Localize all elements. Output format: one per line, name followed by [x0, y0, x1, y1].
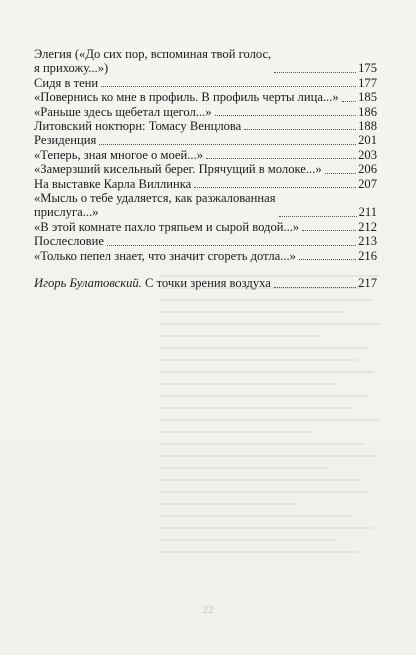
dot-leader	[325, 173, 356, 174]
toc-entry-title: «Мысль о тебе удаляется, как разжалованная прислуга...»	[34, 191, 276, 220]
toc-entry	[34, 47, 377, 76]
toc-entry-title: «Раньше здесь щебетал щегол...»	[34, 104, 212, 119]
dot-leader	[206, 158, 356, 159]
toc-entry	[34, 177, 377, 191]
toc-entry	[34, 119, 377, 133]
toc-entry	[34, 90, 377, 104]
toc-entry	[34, 191, 377, 220]
toc-entry-title: «Теперь, зная многое о моей...»	[34, 147, 203, 162]
dot-leader	[274, 72, 356, 73]
toc-entry-page: 201	[358, 133, 377, 148]
toc-entry-title: Послесловие	[34, 234, 104, 249]
toc-entry	[34, 162, 377, 176]
dot-leader	[279, 216, 357, 217]
toc-entry	[34, 105, 377, 119]
toc-entry	[34, 148, 377, 162]
toc-entry-page: 207	[358, 176, 377, 191]
toc-entry-page: 188	[358, 119, 377, 134]
dot-leader	[299, 259, 356, 260]
toc-entry-page: 186	[358, 104, 377, 119]
dot-leader	[274, 287, 356, 288]
toc-entry-page: 212	[358, 219, 377, 234]
toc-entry-title: Элегия («До сих пор, вспоминая твой голос, я прихожу...»)	[34, 47, 272, 76]
toc-entry	[34, 249, 377, 263]
toc-entry	[34, 234, 377, 248]
toc-entry-title: «Только пепел знает, что значит сгореть дотла...»	[34, 248, 296, 263]
toc-entry-page: 175	[358, 61, 377, 76]
toc-entry-title: Литовский ноктюрн: Томасу Венцлова	[34, 119, 242, 134]
toc-entry-title: На выставке Карла Виллинка	[34, 176, 192, 191]
toc-entry-title: «В этой комнате пахло тряпьем и сырой водой...»	[34, 219, 300, 234]
toc-entry-title: Резиденция	[34, 133, 97, 148]
dot-leader	[194, 187, 356, 188]
page-number: 22	[202, 604, 214, 616]
dot-leader	[342, 101, 356, 102]
toc-entry-page: 211	[358, 205, 377, 220]
dot-leader	[101, 86, 356, 87]
author-name: Игорь Булатовский.	[34, 276, 142, 291]
toc-author-title	[34, 276, 271, 290]
dot-leader	[244, 129, 356, 130]
toc-entry-page: 177	[358, 75, 377, 90]
toc-entry-title: Сидя в тени	[34, 75, 99, 90]
dot-leader	[99, 144, 356, 145]
toc-entry	[34, 76, 377, 90]
toc-entry-title: «Повернись ко мне в профиль. В профиль черты лица...»	[34, 90, 339, 105]
toc-entry-page: 217	[358, 276, 377, 291]
toc-entry-page: 206	[358, 162, 377, 177]
toc-entry-page: 213	[358, 234, 377, 249]
dot-leader	[107, 245, 356, 246]
dot-leader	[215, 115, 357, 116]
bleed-through-text	[160, 275, 390, 595]
toc-entry-page: 216	[358, 248, 377, 263]
toc-entry-page: 185	[358, 90, 377, 105]
toc-author-entry	[34, 276, 377, 290]
author-section-title: С точки зрения воздуха	[145, 276, 271, 291]
toc-entry	[34, 133, 377, 147]
toc-entry-page: 203	[358, 147, 377, 162]
dot-leader	[302, 230, 356, 231]
toc-entry	[34, 220, 377, 234]
table-of-contents	[34, 47, 377, 291]
toc-entry-title: «Замерзший кисельный берег. Прячущий в молоке...»	[34, 162, 322, 177]
